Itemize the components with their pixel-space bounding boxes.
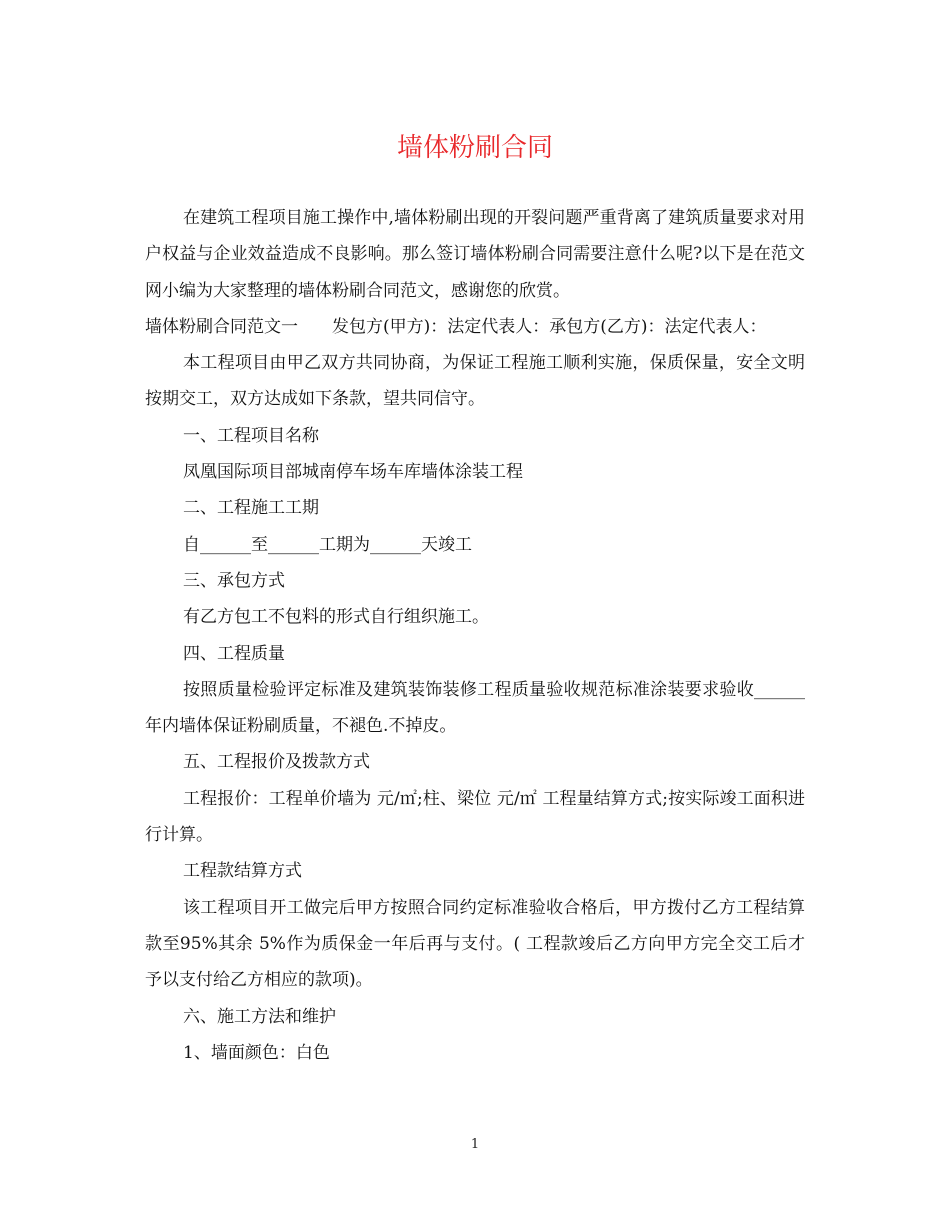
settlement-paragraph: 该工程项目开工做完后甲方按照合同约定标准验收合格后，甲方拨付乙方工程结算款至95%其余 5%作为质保金一年后再与支付。( 工程款竣后乙方向甲方完全交工后才予以支付给乙方相应的款项)。 [145,897,805,991]
document-title: 墙体粉刷合同 [396,133,553,163]
pricing-paragraph: 工程报价：工程单价墙为 元/㎡;柱、梁位 元/㎡ 工程量结算方式;按实际竣工面积进行计算。 [145,788,805,846]
preamble-paragraph: 本工程项目由甲乙双方共同协商，为保证工程施工顺利实施，保质保量，安全文明按期交工，双方达成如下条款，望共同信守。 [145,353,805,410]
section-heading-6: 六、施工方法和维护 [183,1006,336,1027]
section-heading-3: 三、承包方式 [183,570,285,591]
section-heading-1: 一、工程项目名称 [183,425,319,446]
section-heading-4: 四、工程质量 [183,643,285,664]
contract-method-paragraph: 有乙方包工不包料的形式自行组织施工。 [183,607,489,628]
section-heading-2: 二、工程施工工期 [183,498,319,519]
schedule-paragraph: 自______至______工期为______天竣工 [183,534,472,555]
intro-paragraph: 在建筑工程项目施工操作中,墙体粉刷出现的开裂问题严重背离了建筑质量要求对用户权益与企业效益造成不良影响。那么签订墙体粉刷合同需要注意什么呢?以下是在范文网小编为大家整理的墙体粉刷合同范文，感谢您的欣赏。 [145,208,805,301]
settlement-heading: 工程款结算方式 [183,861,302,882]
section-heading-5: 五、工程报价及拨款方式 [183,752,370,773]
wall-color-paragraph: 1、墙面颜色：白色 [183,1042,330,1063]
page-number: 1 [470,1137,480,1152]
quality-paragraph: 按照质量检验评定标准及建筑装饰装修工程质量验收规范标准涂装要求验收______年内墙体保证粉刷质量，不褪色.不掉皮。 [145,679,805,737]
document-body [145,200,805,1071]
project-name-paragraph: 凤凰国际项目部城南停车场车库墙体涂装工程 [183,462,523,483]
contract-parties-line: 墙体粉刷合同范文一 发包方(甲方)：法定代表人：承包方(乙方)：法定代表人： [145,316,767,337]
